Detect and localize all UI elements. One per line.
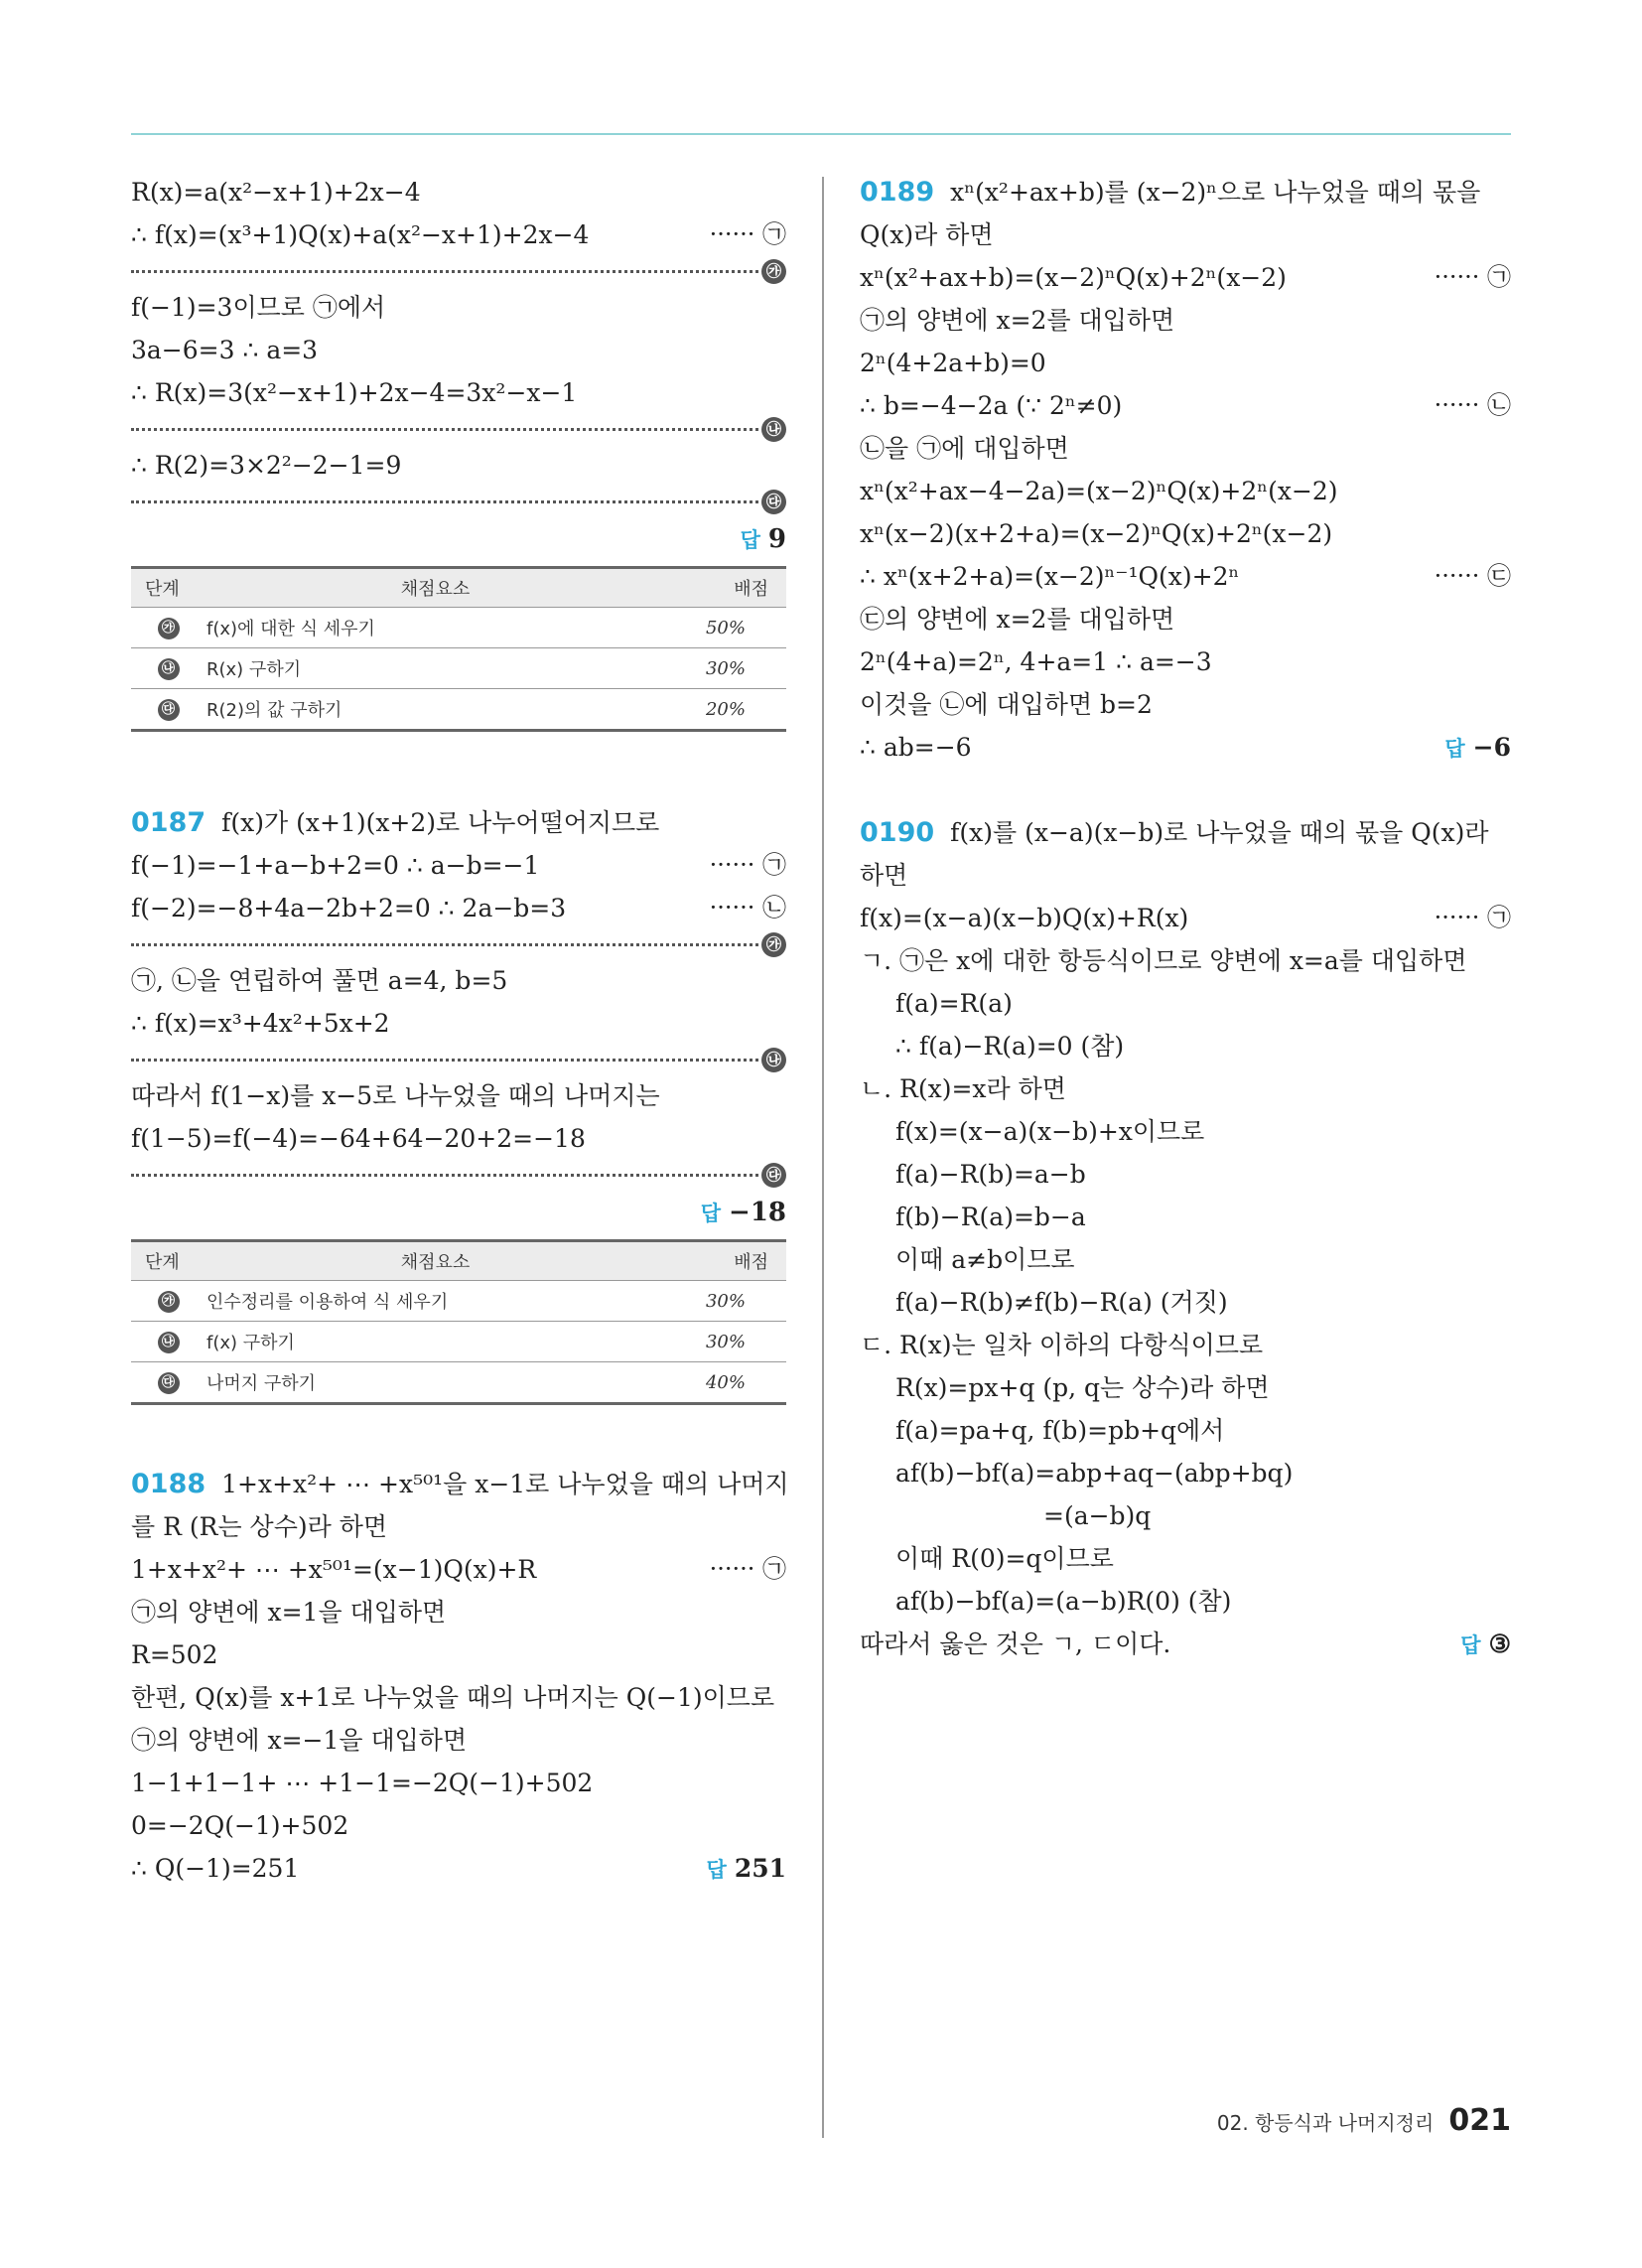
solution-line: R=502: [131, 1640, 218, 1669]
answer: 답 ③: [1460, 1630, 1511, 1658]
step-mark: ㉰: [158, 699, 180, 721]
solution-line: 하면: [860, 861, 908, 890]
solution-line: af(b)−bf(a)=(a−b)R(0) (참): [895, 1587, 1232, 1616]
table-header: 채점요소: [205, 568, 665, 608]
solution-line: f(x)=(x−a)(x−b)+x이므로: [895, 1117, 1205, 1146]
problem-number: 0190: [860, 817, 935, 848]
solution-line: ㄷ. R(x)는 일차 이하의 다항식이므로: [860, 1331, 1264, 1359]
solution-line: f(−1)=3이므로 ㉠에서: [131, 293, 386, 322]
answer: 답 9: [740, 524, 786, 554]
table-cell: 나머지 구하기: [205, 1362, 665, 1404]
problem-number: 0188: [131, 1469, 206, 1499]
scoring-table: [131, 1239, 786, 1405]
solution-line: ∴ ab=−6 답 −6: [860, 726, 1511, 769]
table-header: 배점: [665, 568, 786, 608]
solution-line: 3a−6=3 ∴ a=3: [131, 336, 319, 364]
solution-line: f(a)=R(a): [895, 989, 1013, 1018]
solution-line: ㉠의 양변에 x=2를 대입하면: [860, 306, 1175, 335]
solution-line: ∴ f(a)−R(a)=0 (참): [895, 1032, 1125, 1061]
table-cell: 30%: [665, 648, 786, 689]
solution-line: ㉠, ㉡을 연립하여 풀면 a=4, b=5: [131, 966, 508, 995]
scoring-table: [131, 566, 786, 732]
table-cell: 30%: [665, 1281, 786, 1322]
solution-line: f(a)−R(b)≠f(b)−R(a) (거짓): [895, 1288, 1228, 1317]
solution-line: 따라서 옳은 것은 ㄱ, ㄷ이다. 답 ③: [860, 1623, 1511, 1665]
equation-tag: ······ ㉡: [1434, 391, 1511, 419]
solution-line: ∴ f(x)=(x³+1)Q(x)+a(x²−x+1)+2x−4 ······ ㉠: [131, 213, 786, 256]
solution-line: ㉠의 양변에 x=−1을 대입하면: [131, 1726, 468, 1755]
answer: 답 −18: [700, 1198, 786, 1227]
solution-line: f(a)=pa+q, f(b)=pb+q에서: [895, 1416, 1225, 1445]
equation-tag: ······ ㉠: [709, 1555, 786, 1583]
solution-line: ∴ Q(−1)=251 답 251: [131, 1847, 786, 1890]
step-mark: ㉰: [158, 1372, 180, 1394]
top-rule: [131, 133, 1511, 135]
table-row: [131, 1281, 786, 1322]
answer-label: 답: [1444, 737, 1465, 761]
table-header: 채점요소: [205, 1241, 665, 1281]
table-cell: 50%: [665, 608, 786, 648]
solution-line: ㉢의 양변에 x=2를 대입하면: [860, 605, 1175, 634]
solution-line: 1−1+1−1+ ⋯ +1−1=−2Q(−1)+502: [131, 1769, 594, 1797]
table-cell: f(x) 구하기: [205, 1322, 665, 1362]
step-mark: ㉮: [158, 618, 180, 639]
answer-label: 답: [740, 528, 760, 552]
step-divider: [131, 1160, 786, 1190]
problem-0187-heading: 0187 f(x)가 (x+1)(x+2)로 나누어떨어지므로: [131, 807, 660, 838]
step-divider: [131, 929, 786, 959]
step-mark: ㉰: [761, 1163, 786, 1188]
problem-0189-heading: 0189 xⁿ(x²+ax+b)를 (x−2)ⁿ으로 나누었을 때의 몫을: [860, 177, 1481, 208]
answer-label: 답: [706, 1858, 727, 1882]
solution-line: Q(x)라 하면: [860, 220, 994, 249]
solution-line: 1+x+x²+ ⋯ +x⁵⁰¹=(x−1)Q(x)+R ······ ㉠: [131, 1548, 786, 1591]
solution-line: R(x)=px+q (p, q는 상수)라 하면: [895, 1373, 1270, 1402]
equation-tag: ······ ㉠: [709, 220, 786, 248]
solution-line: ㉠의 양변에 x=1을 대입하면: [131, 1598, 447, 1627]
solution-line: 이때 R(0)=q이므로: [895, 1544, 1114, 1573]
solution-line: =(a−b)q: [1043, 1501, 1152, 1530]
step-mark: ㉰: [761, 490, 786, 514]
answer: 답 251: [706, 1854, 786, 1883]
step-mark: ㉮: [761, 932, 786, 957]
solution-line: xⁿ(x²+ax+b)=(x−2)ⁿQ(x)+2ⁿ(x−2) ······ ㉠: [860, 256, 1511, 299]
solution-line: xⁿ(x−2)(x+2+a)=(x−2)ⁿQ(x)+2ⁿ(x−2): [860, 519, 1333, 548]
step-mark: ㉯: [761, 417, 786, 442]
solution-line: f(b)−R(a)=b−a: [895, 1203, 1086, 1231]
step-divider: [131, 414, 786, 444]
step-divider: [131, 487, 786, 516]
page-number: 021: [1448, 2103, 1511, 2138]
table-cell: R(2)의 값 구하기: [205, 689, 665, 731]
table-cell: 인수정리를 이용하여 식 세우기: [205, 1281, 665, 1322]
solution-line: xⁿ(x²+ax−4−2a)=(x−2)ⁿQ(x)+2ⁿ(x−2): [860, 477, 1338, 505]
answer-label: 답: [1460, 1633, 1481, 1657]
right-column: [860, 171, 1511, 1665]
solution-line: 이때 a≠b이므로: [895, 1245, 1075, 1274]
problem-number: 0189: [860, 177, 935, 208]
step-divider: [131, 1045, 786, 1074]
problem-0190-heading: 0190 f(x)를 (x−a)(x−b)로 나누었을 때의 몫을 Q(x)라: [860, 817, 1489, 848]
equation-tag: ······ ㉡: [709, 894, 786, 921]
solution-line: 2ⁿ(4+a)=2ⁿ, 4+a=1 ∴ a=−3: [860, 647, 1212, 676]
step-mark: ㉯: [158, 658, 180, 680]
solution-line: f(1−5)=f(−4)=−64+64−20+2=−18: [131, 1124, 586, 1153]
step-mark: ㉯: [158, 1332, 180, 1353]
solution-line: ㄴ. R(x)=x라 하면: [860, 1074, 1066, 1103]
table-cell: 20%: [665, 689, 786, 731]
equation-tag: ······ ㉠: [1434, 263, 1511, 291]
left-column: [131, 171, 789, 1890]
table-row: [131, 1322, 786, 1362]
solution-line: f(x)=(x−a)(x−b)Q(x)+R(x) ······ ㉠: [860, 897, 1511, 939]
solution-line: f(−2)=−8+4a−2b+2=0 ∴ 2a−b=3 ······ ㉡: [131, 887, 786, 929]
solution-line: af(b)−bf(a)=abp+aq−(abp+bq): [895, 1459, 1294, 1488]
step-mark: ㉮: [761, 259, 786, 284]
problem-number: 0187: [131, 807, 206, 838]
table-cell: R(x) 구하기: [205, 648, 665, 689]
table-row: [131, 648, 786, 689]
solution-line: ∴ R(x)=3(x²−x+1)+2x−4=3x²−x−1: [131, 378, 578, 407]
solution-line: 2ⁿ(4+2a+b)=0: [860, 349, 1046, 377]
solution-line: R(x)=a(x²−x+1)+2x−4: [131, 178, 421, 207]
answer-label: 답: [700, 1202, 722, 1225]
table-header: 배점: [665, 1241, 786, 1281]
solution-line: ∴ xⁿ(x+2+a)=(x−2)ⁿ⁻¹Q(x)+2ⁿ ······ ㉢: [860, 555, 1511, 598]
solution-line: 를 R (R는 상수)라 하면: [131, 1512, 387, 1541]
page-footer: [1217, 2103, 1511, 2138]
table-cell: 30%: [665, 1322, 786, 1362]
table-cell: f(x)에 대한 식 세우기: [205, 608, 665, 648]
equation-tag: ······ ㉠: [1434, 904, 1511, 931]
step-mark: ㉯: [761, 1048, 786, 1072]
equation-tag: ······ ㉢: [1434, 562, 1511, 590]
answer: 답 −6: [1444, 733, 1511, 762]
step-divider: [131, 256, 786, 286]
solution-line: ∴ b=−4−2a (∵ 2ⁿ≠0) ······ ㉡: [860, 384, 1511, 427]
solution-line: f(−1)=−1+a−b+2=0 ∴ a−b=−1 ······ ㉠: [131, 844, 786, 887]
chapter-title: 02. 항등식과 나머지정리: [1216, 2111, 1435, 2135]
table-row: [131, 689, 786, 731]
solution-line: ∴ f(x)=x³+4x²+5x+2: [131, 1009, 390, 1038]
solution-line: 0=−2Q(−1)+502: [131, 1811, 349, 1840]
table-row: [131, 1362, 786, 1404]
table-cell: 40%: [665, 1362, 786, 1404]
solution-line: f(a)−R(b)=a−b: [895, 1160, 1086, 1189]
table-row: [131, 608, 786, 648]
table-header: 단계: [131, 1241, 205, 1281]
solution-line: 따라서 f(1−x)를 x−5로 나누었을 때의 나머지는: [131, 1081, 660, 1110]
solution-line: ∴ R(2)=3×2²−2−1=9: [131, 451, 402, 480]
problem-0188-heading: 0188 1+x+x²+ ⋯ +x⁵⁰¹을 x−1로 나누었을 때의 나머지: [131, 1469, 789, 1499]
table-header: 단계: [131, 568, 205, 608]
solution-line: 이것을 ㉡에 대입하면 b=2: [860, 690, 1153, 719]
equation-tag: ······ ㉠: [709, 851, 786, 879]
solution-line: 한편, Q(x)를 x+1로 나누었을 때의 나머지는 Q(−1)이므로: [131, 1683, 775, 1712]
step-mark: ㉮: [158, 1291, 180, 1313]
column-divider: [822, 177, 824, 2138]
solution-line: ㄱ. ㉠은 x에 대한 항등식이므로 양변에 x=a를 대입하면: [860, 946, 1467, 975]
solution-line: ㉡을 ㉠에 대입하면: [860, 434, 1069, 463]
